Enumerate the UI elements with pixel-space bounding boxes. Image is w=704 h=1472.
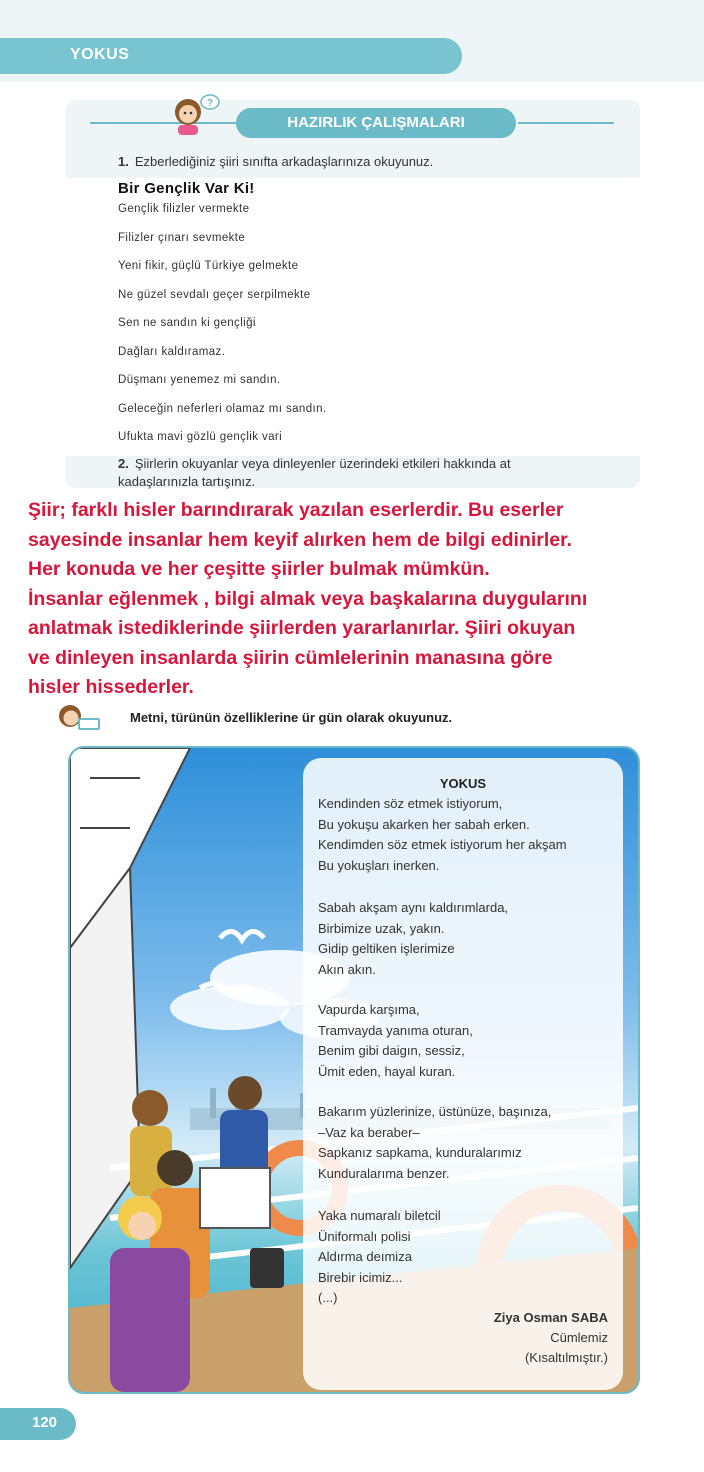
poem-1-title: Bir Gençlik Var Ki! (118, 180, 255, 197)
author-name: Ziya Osman SABA (493, 1310, 608, 1325)
poem-line: –Vaz ka beraber– (318, 1124, 420, 1140)
answer-line: sayesinde insanlar hem keyif alırken hem de bilgi edinirler. (28, 528, 573, 551)
poem-line: Akın akın. (318, 961, 376, 977)
poem-line: Sabah akşam aynı kaldırımlarda, (318, 900, 509, 915)
poem-line: Kendinden söz etmek istiyorum, (318, 796, 503, 811)
poem-line: Ufukta mavi gözlü gençlik vari (118, 431, 283, 443)
poem-line: Sapkanız sapkama, kunduralarımız (318, 1145, 522, 1160)
poem-1-lines (118, 202, 326, 459)
divider-line (518, 122, 614, 124)
poem-line: Düşmanı yenemez mi sandın. (118, 374, 281, 386)
question-2 (118, 456, 511, 471)
poem-line: Birebir icimiz... (318, 1269, 403, 1285)
page-number: 120 (32, 1414, 58, 1431)
answer-line: İnsanlar eğlenmek , bilgi almak veya başkalarına duygularını (28, 587, 588, 610)
source-title: Cümlemiz (550, 1330, 608, 1345)
answer-line: Şiir; farklı hisler barındırarak yazılan eserlerdir. Bu eserler (28, 499, 564, 521)
poem-line: Geleceğin neferleri olamaz mı sandın. (118, 402, 327, 415)
poem-stanza-1 (318, 794, 567, 876)
svg-text:?: ? (207, 98, 214, 109)
question-number: 2. (118, 456, 129, 471)
poem-line: Kendimden söz etmek istiyorum her akşam (318, 837, 567, 852)
poem-stanza-4 (318, 1102, 551, 1184)
poem-line: Gençlik filizler vermekte (118, 203, 250, 215)
poem-line: Yeni fikir, güçlü Türkiye gelmekte (118, 260, 299, 272)
poem-line: Vapurda karşıma, (318, 1002, 420, 1017)
poem-line: Birbimize uzak, yakın. (318, 920, 445, 936)
poem-line: Sen ne sandın ki gençliği (118, 317, 256, 329)
poem-line: Aldırma deımiza (318, 1249, 412, 1264)
question-number: 1. (118, 154, 129, 169)
poem-line: Ne güzel sevdalı geçer serpilmekte (118, 288, 311, 301)
girl-mascot-icon (168, 92, 228, 141)
poem-line: Filizler çınarı sevmekte (118, 231, 246, 244)
poem-line: Bakarım yüzlerinize, üstünüze, başınıza, (318, 1104, 552, 1119)
answer-line: ve dinleyen insanlarda şiirin cümlelerinin manasına göre (28, 646, 553, 669)
question-text: Şiirlerin okuyanlar veya dinleyenler üzerindeki etkileri hakkında at (134, 456, 511, 471)
poem-line: Benim gibi daigın, sessiz, (318, 1043, 465, 1058)
poem-attribution (494, 1308, 608, 1368)
poem-line: Ümit eden, hayal kuran. (318, 1063, 456, 1079)
reading-instruction: Metni, türünün özelliklerine ür gün olarak okuyunuz. (130, 710, 453, 725)
poem-stanza-3 (318, 1000, 473, 1082)
poem-line: Bu yokuşu akarken her sabah erken. (318, 816, 530, 832)
poem-line: Yaka numaralı biletcil (318, 1208, 441, 1223)
abridged-note: (Kısaltılmıştır.) (524, 1350, 608, 1365)
poem-line: Dağları kaldıramaz. (118, 345, 226, 358)
poem-line: (...) (318, 1290, 338, 1305)
poem-line: Bu yokuşları inerken. (318, 857, 440, 873)
poem-line: Gidip geltiken işlerimize (318, 941, 455, 956)
page-header-title: YOKUS (70, 46, 130, 63)
answer-text-overlay (28, 496, 704, 703)
girl-reading-icon (52, 700, 106, 741)
prep-badge: HAZIRLIK ÇALIŞMALARI (236, 108, 516, 138)
question-1 (118, 154, 433, 169)
poem-stanza-5 (318, 1206, 441, 1309)
answer-line: Her konuda ve her çeşitte şiirler bulmak mümkün. (28, 558, 490, 580)
poem-stanza-2 (318, 898, 508, 980)
answer-line: hisler hissederler. (28, 676, 194, 698)
poem-title: YOKUS (439, 776, 487, 791)
question-text: Ezberlediğiniz şiiri sınıfta arkadaşlarınıza okuyunuz. (134, 154, 434, 169)
question-2-continued: kadaşlarınızla tartışınız. (118, 474, 256, 489)
poem-line: Tramvayda yanıma oturan, (318, 1022, 473, 1038)
answer-line: anlatmak istediklerinde şiirlerden yararlanırlar. Şiiri okuyan (28, 617, 576, 639)
poem-line: Üniformalı polisi (318, 1228, 411, 1244)
poem-line: Kunduralarıma benzer. (318, 1165, 450, 1181)
